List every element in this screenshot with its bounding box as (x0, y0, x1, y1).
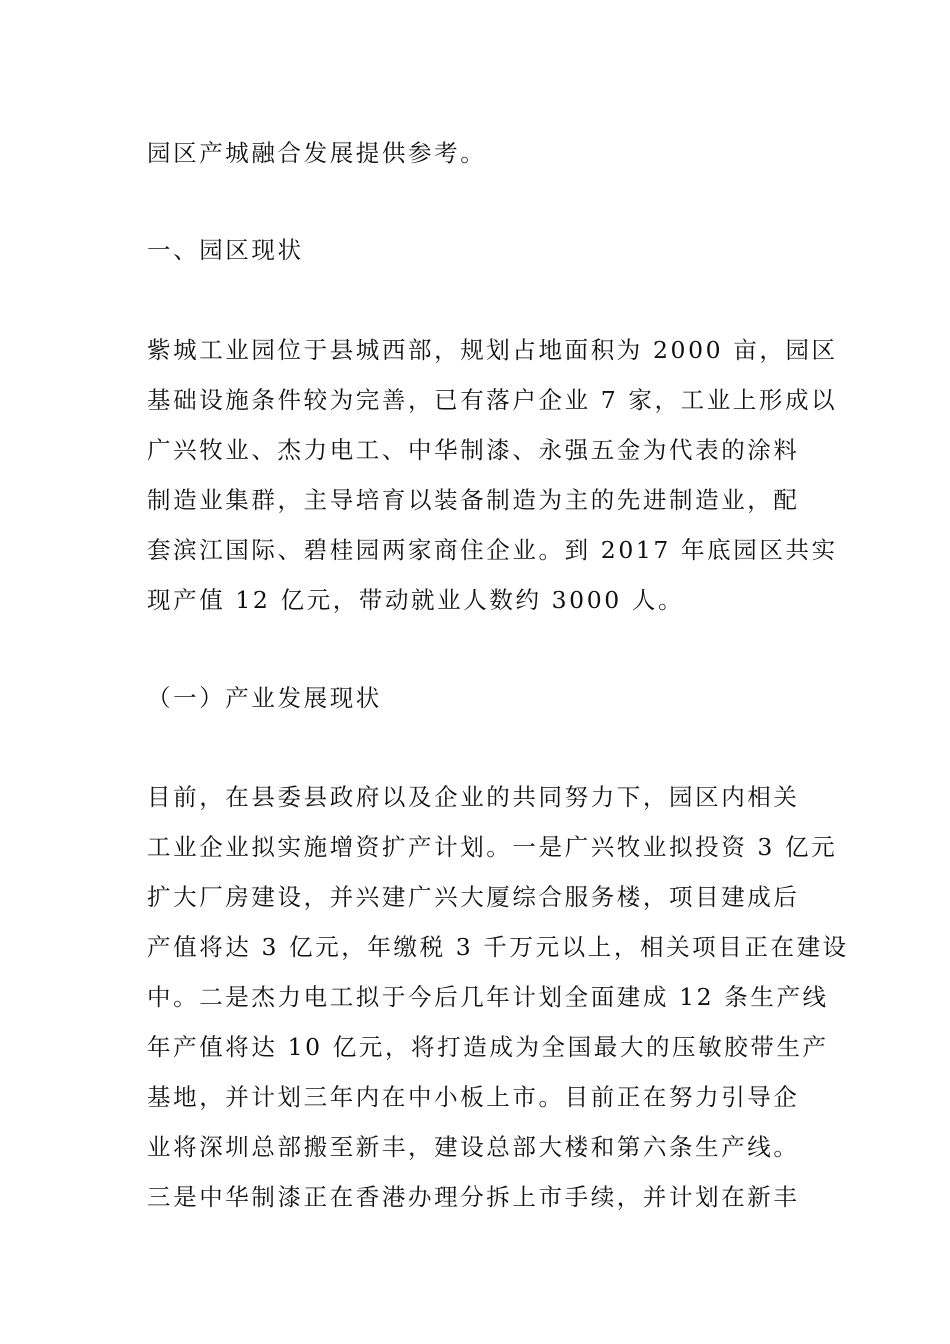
paragraph-line: 基础设施条件较为完善，已有落户企业 7 家，工业上形成以 (147, 386, 838, 414)
paragraph-line: 业将深圳总部搬至新丰，建设总部大楼和第六条生产线。 (147, 1133, 800, 1161)
paragraph-line: 现产值 12 亿元，带动就业人数约 3000 人。 (147, 586, 685, 614)
section-heading-park-status: 一、园区现状 (147, 236, 304, 264)
paragraph-line: 年产值将达 10 亿元，将打造成为全国最大的压敏胶带生产 (147, 1033, 829, 1061)
section-paragraph-park-overview (147, 325, 838, 625)
paragraph-line: 紫城工业园位于县城西部，规划占地面积为 2000 亩，园区 (147, 336, 838, 364)
paragraph-line: 中。二是杰力电工拟于今后几年计划全面建成 12 条生产线 (147, 983, 829, 1011)
paragraph-line: 制造业集群，主导培育以装备制造为主的先进制造业，配 (147, 486, 800, 514)
paragraph-line: 扩大厂房建设，并兴建广兴大厦综合服务楼，项目建成后 (147, 883, 800, 911)
paragraph-line: 广兴牧业、杰力电工、中华制漆、永强五金为代表的涂料 (147, 436, 800, 464)
intro-line: 园区产城融合发展提供参考。 (147, 139, 487, 167)
subsection-heading-industry-status: （一）产业发展现状 (147, 684, 382, 712)
paragraph-line: 目前，在县委县政府以及企业的共同努力下，园区内相关 (147, 783, 800, 811)
subsection-paragraph-industry (147, 772, 849, 1222)
paragraph-line: 基地，并计划三年内在中小板上市。目前正在努力引导企 (147, 1083, 800, 1111)
paragraph-line: 套滨江国际、碧桂园两家商住企业。到 2017 年底园区共实 (147, 536, 838, 564)
paragraph-line: 工业企业拟实施增资扩产计划。一是广兴牧业拟投资 3 亿元 (147, 833, 838, 861)
paragraph-line: 产值将达 3 亿元，年缴税 3 千万元以上，相关项目正在建设 (147, 933, 849, 961)
paragraph-line: 三是中华制漆正在香港办理分拆上市手续，并计划在新丰 (147, 1183, 800, 1211)
